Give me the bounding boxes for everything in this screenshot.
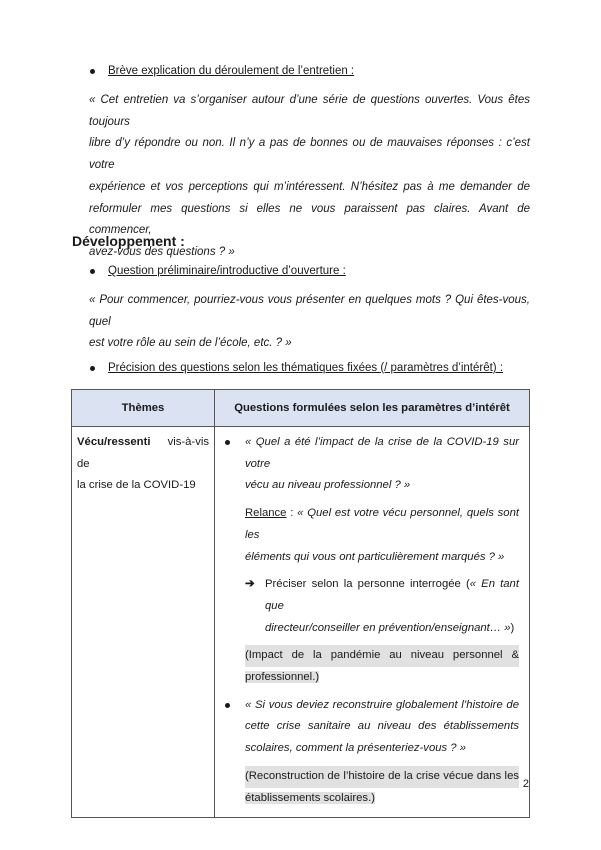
quote-line: reformuler mes questions si elles ne vous paraissent pas claires. Avant de commencer, [89,202,530,237]
quote-line: « Pour commencer, pourriez-vous vous présenter en quelques mots ? Qui êtes-vous, quel [89,294,530,328]
bullet-icon [225,440,230,445]
relance-text: « Quel est votre vécu personnel, quels sont les [245,507,519,541]
theme-rest: vis-à-vis de [77,436,209,470]
reconstruction-note [225,766,519,817]
impact-line-wrap [245,667,519,689]
preciser-item [225,574,519,639]
relance-block [225,503,519,568]
intro-question-quote [89,290,530,355]
relance-label: Relance [245,507,287,520]
bullet-title: Question préliminaire/introductive d’ouverture : [108,265,346,277]
impact-line-2: professionnel.) [245,671,320,684]
quote-line: avez-vous des questions ? » [89,245,235,258]
theme-line [77,432,209,475]
preciser-italic-2: directeur/conseiller en prévention/enseignant… » [265,621,511,634]
page-number: 2 [522,778,529,790]
relance-separator: : [286,507,298,520]
section-heading: Développement : [72,233,185,249]
table-row [72,427,530,818]
bullet-title: Précision des questions selon les thématiques fixées (/ paramètres d’intérêt) : [108,362,504,374]
theme-bold: Vécu/ressenti [77,436,151,448]
quote-line: libre d’y répondre ou non. Il n’y a pas de bonnes ou de mauvaises réponses : c’est votre [89,137,530,172]
question-line: scolaires, comment la présenteriez-vous ? » [245,742,467,755]
bullet-icon [90,69,95,74]
impact-line: (Impact de la pandémie au niveau personnel & [245,645,519,667]
bullet-icon [90,269,95,274]
preciser-text: Préciser selon la personne interrogée ( [265,578,470,591]
relance-text-2: éléments qui vous ont particulièrement marqués ? » [245,550,505,563]
arrow-right-icon: ➔ [245,578,255,591]
quote-line: expérience et vos perceptions qui m’intéressent. N’hésitez pas à me demander de [89,180,530,193]
theme-cell [72,427,215,818]
questions-cell [215,427,530,818]
question-line: cette crise sanitaire au niveau des établissements [245,720,519,733]
quote-line: est votre rôle au sein de l’école, etc. ? » [89,337,292,350]
preciser-close: ) [510,621,515,634]
question-item-1 [225,432,519,497]
questions-table [71,389,530,818]
bullet-icon [90,366,95,371]
impact-note [225,645,519,688]
recon-line-2: établissements scolaires.) [245,791,375,804]
bullet-icon [225,703,230,708]
recon-line-wrap [245,788,519,810]
header-questions: Questions formulées selon les paramètres d’intérêt [215,390,530,427]
header-themes: Thèmes [72,390,215,427]
bullet-item-intro-question [90,265,346,277]
table-header-row [72,390,530,427]
recon-line: (Reconstruction de l’histoire de la crise vécue dans les [245,766,519,788]
question-line: vécu au niveau professionnel ? » [245,479,411,492]
preciser-italic: « En tant que [265,578,519,612]
bullet-item-precision [90,362,503,374]
theme-line-2: la crise de la COVID-19 [77,479,196,492]
question-line: « Si vous deviez reconstruire globalement l’histoire de [245,698,519,711]
bullet-title: Brève explication du déroulement de l’entretien : [108,65,355,77]
question-item-2 [225,695,519,760]
bullet-item-explanation [90,65,354,77]
question-line: « Quel a été l’impact de la crise de la COVID-19 sur votre [245,436,519,470]
quote-line: « Cet entretien va s’organiser autour d’une série de questions ouvertes. Vous êtes toujours [89,94,530,128]
